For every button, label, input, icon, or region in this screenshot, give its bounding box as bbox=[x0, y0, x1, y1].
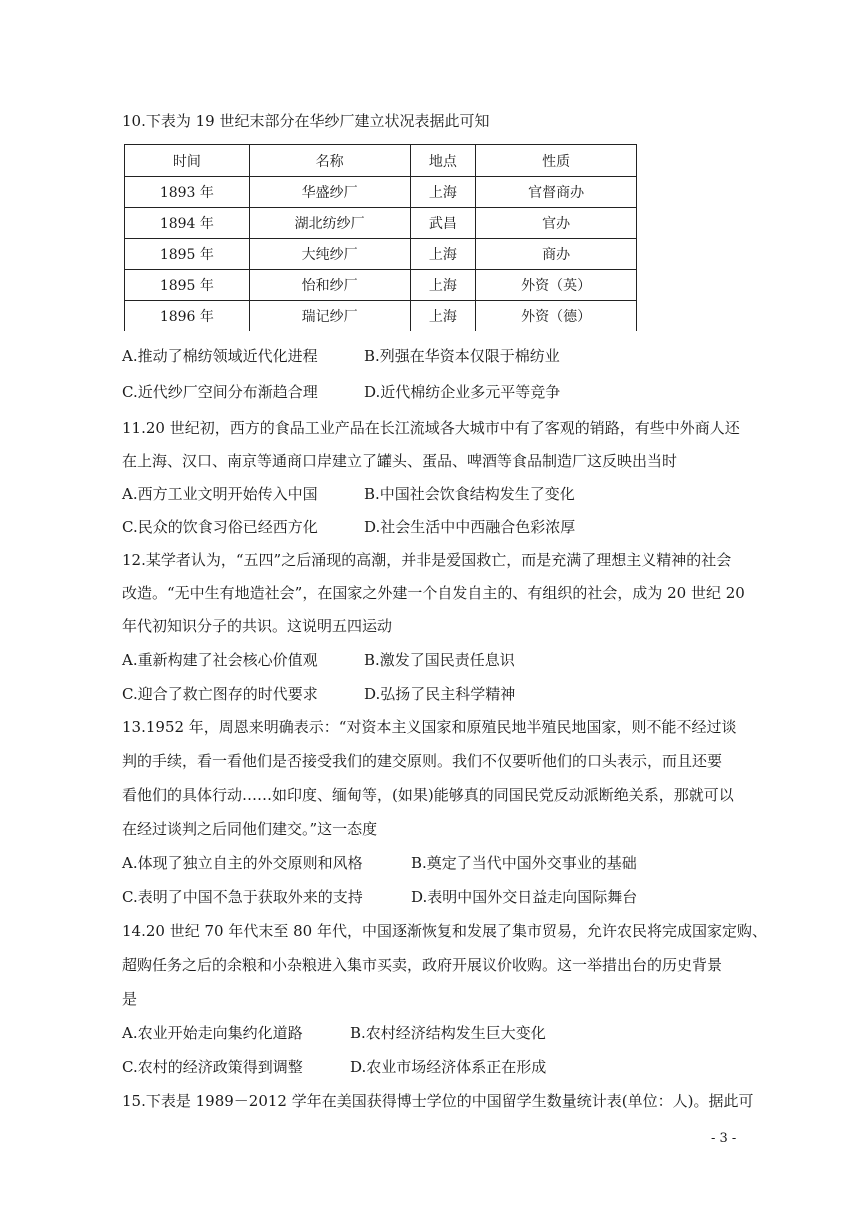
q12-option-d[interactable]: D.弘扬了民主科学精神 bbox=[364, 685, 516, 703]
table-cell: 官办 bbox=[476, 208, 637, 239]
q12-stem-line-3: 年代初知识分子的共识。这说明五四运动 bbox=[122, 617, 393, 635]
table-cell: 武昌 bbox=[410, 208, 476, 239]
q13-stem-line-1: 13.1952 年，周恩来明确表示：“对资本主义国家和原殖民地半殖民地国家，则不能不经过谈 bbox=[122, 718, 737, 736]
table-cell: 上海 bbox=[410, 270, 476, 301]
q12-option-c[interactable]: C.迎合了救亡图存的时代要求 bbox=[122, 685, 318, 703]
table-cell: 湖北纺纱厂 bbox=[249, 208, 410, 239]
q13-stem-line-2: 判的手续，看一看他们是否接受我们的建交原则。我们不仅要听他们的口头表示，而且还要 bbox=[122, 752, 723, 770]
table-cell: 商办 bbox=[476, 239, 637, 270]
table-row bbox=[125, 239, 637, 270]
table-row bbox=[125, 270, 637, 301]
table-cell: 1895 年 bbox=[125, 270, 250, 301]
table-cell: 怡和纱厂 bbox=[249, 270, 410, 301]
q12-stem-line-2: 改造。“无中生有地造社会”，在国家之外建一个自发自主的、有组织的社会，成为 20 世纪 20 bbox=[122, 584, 745, 602]
table-row bbox=[125, 177, 637, 208]
table-row bbox=[125, 301, 637, 332]
q14-option-b[interactable]: B.农村经济结构发生巨大变化 bbox=[350, 1024, 546, 1042]
q12-option-b[interactable]: B.激发了国民责任息识 bbox=[364, 651, 515, 669]
q10-option-c[interactable]: C.近代纱厂空间分布渐趋合理 bbox=[122, 383, 318, 401]
table-cell: 1894 年 bbox=[125, 208, 250, 239]
header-time: 时间 bbox=[125, 145, 250, 177]
table-cell: 官督商办 bbox=[476, 177, 637, 208]
q10-table bbox=[124, 144, 637, 331]
table-cell: 上海 bbox=[410, 239, 476, 270]
q14-option-c[interactable]: C.农村的经济政策得到调整 bbox=[122, 1058, 303, 1076]
q12-stem-line-1: 12.某学者认为，“五四”之后涌现的高潮，并非是爱国救亡，而是充满了理想主义精神的社会 bbox=[122, 551, 732, 569]
table-cell: 1896 年 bbox=[125, 301, 250, 332]
q13-option-c[interactable]: C.表明了中国不急于获取外来的支持 bbox=[122, 888, 363, 906]
header-nature: 性质 bbox=[476, 145, 637, 177]
table-header-row bbox=[125, 145, 637, 177]
header-location: 地点 bbox=[410, 145, 476, 177]
q13-stem-line-3: 看他们的具体行动……如印度、缅甸等，(如果)能够真的同国民党反动派断绝关系，那就可以 bbox=[122, 786, 734, 804]
q10-stem: 10.下表为 19 世纪末部分在华纱厂建立状况表据此可知 bbox=[122, 112, 490, 130]
q11-option-d[interactable]: D.社会生活中中西融合色彩浓厚 bbox=[364, 518, 576, 536]
table-cell: 外资（英） bbox=[476, 270, 637, 301]
page-number: - 3 - bbox=[711, 1131, 737, 1146]
q13-option-d[interactable]: D.表明中国外交日益走向国际舞台 bbox=[411, 888, 638, 906]
q14-option-a[interactable]: A.农业开始走向集约化道路 bbox=[122, 1024, 303, 1042]
table-cell: 外资（德） bbox=[476, 301, 637, 332]
table-cell: 1895 年 bbox=[125, 239, 250, 270]
q10-option-b[interactable]: B.列强在华资本仅限于棉纺业 bbox=[364, 347, 560, 365]
table-cell: 上海 bbox=[410, 301, 476, 332]
header-name: 名称 bbox=[249, 145, 410, 177]
table-cell: 大纯纱厂 bbox=[249, 239, 410, 270]
q11-stem-line-1: 11.20 世纪初，西方的食品工业产品在长江流域各大城市中有了客观的销路，有些中外商人还 bbox=[122, 419, 740, 437]
table-cell: 瑞记纱厂 bbox=[249, 301, 410, 332]
q14-option-d[interactable]: D.农业市场经济体系正在形成 bbox=[350, 1058, 547, 1076]
q13-option-b[interactable]: B.奠定了当代中国外交事业的基础 bbox=[411, 854, 637, 872]
q11-option-b[interactable]: B.中国社会饮食结构发生了变化 bbox=[364, 485, 575, 503]
q11-option-a[interactable]: A.西方工业文明开始传入中国 bbox=[122, 485, 318, 503]
q10-option-a[interactable]: A.推动了棉纺领域近代化进程 bbox=[122, 347, 318, 365]
q14-stem-line-3: 是 bbox=[122, 990, 138, 1008]
table-cell: 上海 bbox=[410, 177, 476, 208]
table-cell: 华盛纱厂 bbox=[249, 177, 410, 208]
q13-option-a[interactable]: A.体现了独立自主的外交原则和风格 bbox=[122, 854, 363, 872]
q11-option-c[interactable]: C.民众的饮食习俗已经西方化 bbox=[122, 518, 318, 536]
table-cell: 1893 年 bbox=[125, 177, 250, 208]
q10-option-d[interactable]: D.近代棉纺企业多元平等竞争 bbox=[364, 383, 561, 401]
q12-option-a[interactable]: A.重新构建了社会核心价值观 bbox=[122, 651, 318, 669]
q13-stem-line-4: 在经过谈判之后同他们建交。”这一态度 bbox=[122, 820, 378, 838]
q14-stem-line-2: 超购任务之后的余粮和小杂粮进入集市买卖，政府开展议价收购。这一举措出台的历史背景 bbox=[122, 956, 723, 974]
q15-stem: 15.下表是 1989－2012 学年在美国获得博士学位的中国留学生数量统计表(单位：人)。据此可 bbox=[122, 1092, 754, 1110]
table-row bbox=[125, 208, 637, 239]
q14-stem-line-1: 14.20 世纪 70 年代末至 80 年代，中国逐渐恢复和发展了集市贸易，允许农民将完成国家定购、 bbox=[122, 922, 767, 940]
q11-stem-line-2: 在上海、汉口、南京等通商口岸建立了罐头、蛋品、啤酒等食品制造厂这反映出当时 bbox=[122, 452, 678, 470]
